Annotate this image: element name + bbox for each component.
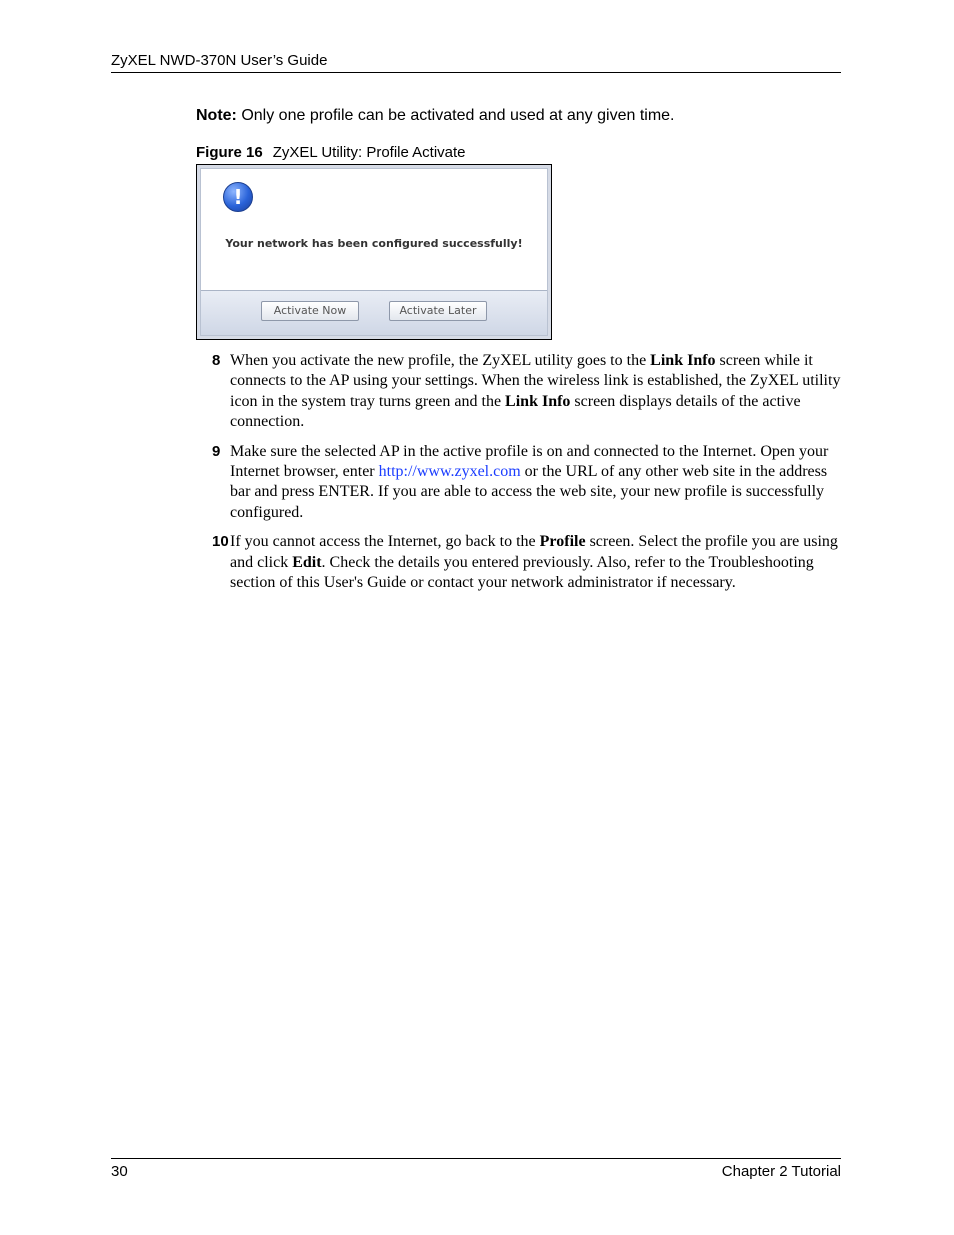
dialog-message: Your network has been configured successfully!: [225, 237, 523, 250]
step-text: or the URL of any other web site in the address bar and press ENTER. If you are able to access the web site, your new profile is successfully configured.: [230, 462, 828, 521]
activate-dialog: [200, 168, 548, 336]
step-text: When you activate the new profile, the ZyXEL utility goes to the: [230, 352, 651, 369]
step-text: Make sure the selected AP in the active profile is on and connected to the Internet. Open your Internet browser, enter: [230, 442, 829, 480]
note-label: Note:: [196, 107, 237, 124]
figure-caption: [196, 144, 466, 161]
note: [196, 107, 841, 125]
step-text: screen. Select the profile you are using and click: [230, 533, 838, 571]
step-text: . Check the details you entered previously. Also, refer to the Troubleshooting section of this User's Guide or contact your network administrator if necessary.: [230, 553, 814, 591]
figure-title: ZyXEL Utility: Profile Activate: [272, 144, 466, 161]
ui-term: Edit: [292, 553, 322, 571]
activate-now-button[interactable]: Activate Now: [261, 301, 359, 321]
step-item: [212, 532, 842, 593]
info-icon: !: [223, 182, 253, 212]
steps-list: [212, 351, 842, 603]
step-number: 10: [212, 533, 229, 551]
page-number: 30: [111, 1163, 128, 1180]
dialog-button-bar: [201, 290, 547, 335]
activate-later-button[interactable]: Activate Later: [389, 301, 487, 321]
guide-title: ZyXEL NWD-370N User’s Guide: [111, 52, 328, 69]
profile-activate-screenshot: [196, 164, 552, 340]
step-number: 8: [212, 352, 221, 369]
note-text: Only one profile can be activated and used at any given time.: [236, 107, 675, 124]
ui-term: Link Info: [650, 352, 716, 369]
step-number: 9: [212, 442, 221, 460]
step-text: If you cannot access the Internet, go back to the: [230, 533, 540, 551]
page-header: [111, 52, 841, 73]
step-text: screen while it connects to the AP using your settings. When the wireless link is established, the ZyXEL utility icon in the system tray turns green and the: [230, 352, 841, 410]
figure-label: Figure 16: [196, 144, 263, 161]
step-item: [212, 351, 842, 432]
ui-term: Link Info: [505, 392, 571, 410]
step-item: [212, 442, 842, 523]
chapter-title: Chapter 2 Tutorial: [721, 1163, 841, 1180]
page-footer: [111, 1158, 841, 1180]
step-text: screen displays details of the active connection.: [230, 392, 801, 430]
zyxel-link[interactable]: http://www.zyxel.com: [378, 462, 521, 480]
dialog-body: [201, 169, 547, 297]
ui-term: Profile: [539, 533, 586, 551]
